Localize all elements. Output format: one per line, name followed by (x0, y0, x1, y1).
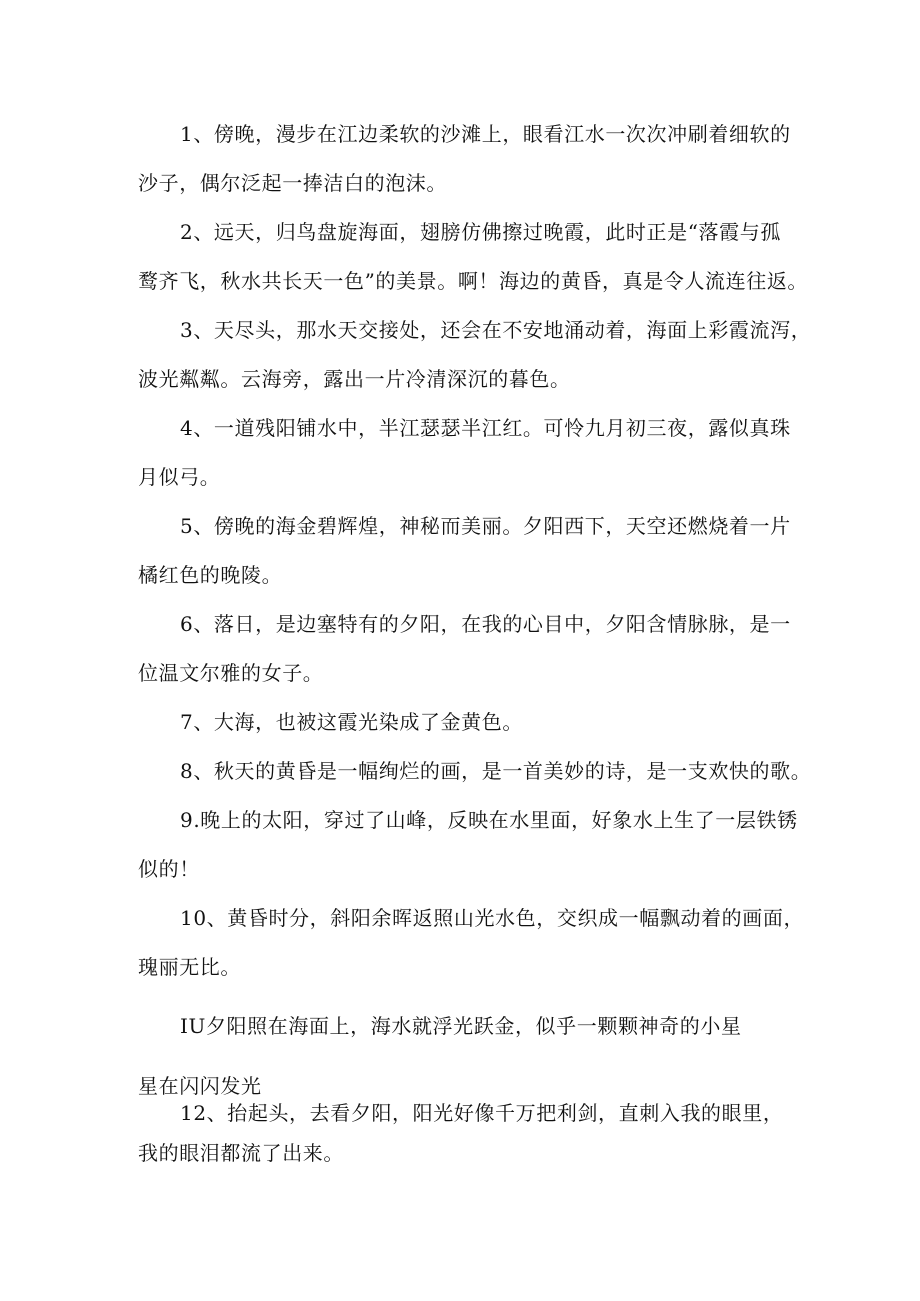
paragraph-line: 橘红色的晚陵。 (138, 563, 283, 587)
paragraph-line: 6、落日，是边塞特有的夕阳，在我的心目中，夕阳含情脉脉，是一 (180, 612, 791, 636)
paragraph-line: 星在闪闪发光 (138, 1074, 262, 1098)
paragraph-line: 1、傍晚，漫步在江边柔软的沙滩上，眼看江水一次次冲刷着细软的 (180, 122, 791, 146)
paragraph-line: 9.晚上的太阳，穿过了山峰，反映在水里面，好象水上生了一层铁锈 (180, 808, 798, 832)
paragraph-line: 2、远天，归鸟盘旋海面，翅膀仿佛擦过晚霞，此时正是“落霞与孤 (180, 220, 781, 244)
paragraph-line: 5、傍晚的海金碧辉煌，神秘而美丽。夕阳西下，天空还燃烧着一片 (180, 514, 791, 538)
paragraph-line: 12、抬起头，去看夕阳，阳光好像千万把利剑，直刺入我的眼里， (180, 1101, 784, 1125)
paragraph-line: 位温文尔雅的女子。 (138, 661, 324, 685)
paragraph-line: 月似弓。 (138, 465, 221, 489)
paragraph-line: 沙子，偶尔泛起一捧洁白的泡沫。 (138, 171, 447, 195)
paragraph-line: 7、大海，也被这霞光染成了金黄色。 (180, 710, 523, 734)
paragraph-line: 瑰丽无比。 (138, 955, 241, 979)
paragraph-line: 波光粼粼。云海旁，露出一片冷清深沉的暮色。 (138, 367, 571, 391)
paragraph-line: 4、一道残阳铺水中，半江瑟瑟半江红。可怜九月初三夜，露似真珠 (180, 416, 791, 440)
paragraph-line: 3、天尽头，那水天交接处，还会在不安地涌动着，海面上彩霞流泻， (180, 318, 812, 342)
paragraph-line: IU夕阳照在海面上，海水就浮光跃金，似乎一颗颗神奇的小星 (180, 1014, 742, 1038)
paragraph-line: 8、秋天的黄昏是一幅绚烂的画，是一首美妙的诗，是一支欢快的歌。 (180, 759, 812, 783)
paragraph-line: 10、黄昏时分，斜阳余晖返照山光水色，交织成一幅飘动着的画面， (180, 906, 805, 930)
paragraph-line: 我的眼泪都流了出来。 (138, 1141, 344, 1165)
paragraph-line: 似的！ (138, 857, 200, 881)
paragraph-line: 鹜齐飞，秋水共长天一色”的美景。啊！海边的黄昏，真是令人流连往返。 (138, 269, 809, 293)
